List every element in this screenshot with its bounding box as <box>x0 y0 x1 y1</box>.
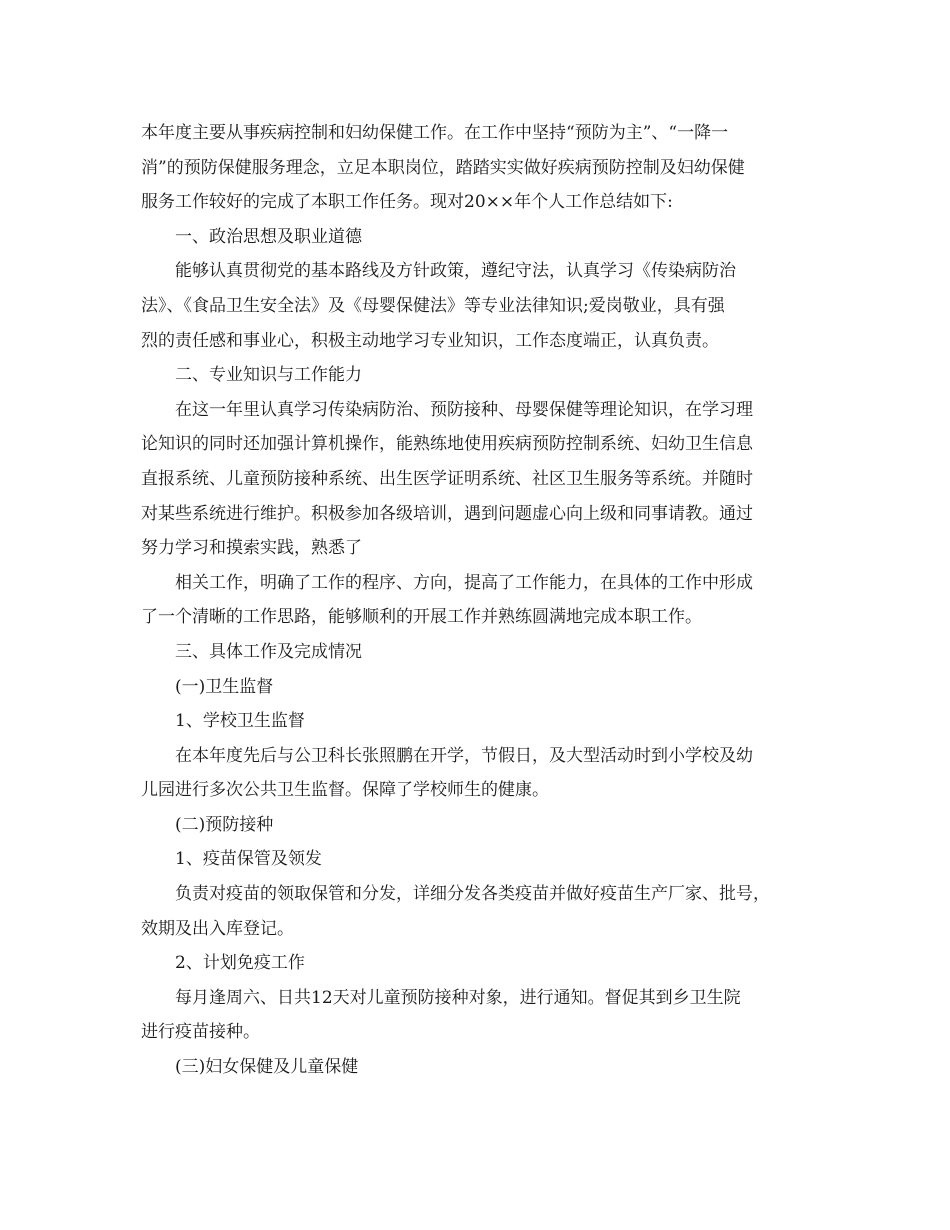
text-line: 每月逢周六、日共12天对儿童预防接种对象，进行通知。督促其到乡卫生院 <box>175 987 741 1008</box>
text-line: 负责对疫苗的领取保管和分发，详细分发各类疫苗并做好疫苗生产厂家、批号， <box>175 884 770 905</box>
text-line: 对某些系统进行维护。积极参加各级培训，遇到问题虚心向上级和同事请教。通过 <box>141 503 753 524</box>
text-line: 儿园进行多次公共卫生监督。保障了学校师生的健康。 <box>141 780 549 801</box>
text-line: 相关工作，明确了工作的程序、方向，提高了工作能力，在具体的工作中形成 <box>175 572 753 593</box>
text-line: 能够认真贯彻党的基本路线及方针政策，遵纪守法，认真学习《传染病防治 <box>175 261 736 282</box>
text-line: 努力学习和摸索实践，熟悉了 <box>141 538 362 559</box>
text-line: 一、政治思想及职业道德 <box>175 226 362 247</box>
text-line: 直报系统、儿童预防接种系统、出生医学证明系统、社区卫生服务等系统。并随时 <box>141 468 753 489</box>
text-line: 消”的预防保健服务理念，立足本职岗位，踏踏实实做好疾病预防控制及妇幼保健 <box>141 157 745 178</box>
text-line: 在本年度先后与公卫科长张照鹏在开学，节假日，及大型活动时到小学校及幼 <box>175 745 753 766</box>
text-line: 效期及出入库登记。 <box>141 918 294 939</box>
text-line: 本年度主要从事疾病控制和妇幼保健工作。在工作中坚持“预防为主”、“一降一 <box>141 123 729 143</box>
text-line: 1、学校卫生监督 <box>175 711 305 732</box>
document-body <box>141 116 821 1085</box>
text-line: 三、具体工作及完成情况 <box>175 641 362 662</box>
text-line: 2、计划免疫工作 <box>175 953 305 974</box>
text-line: 了一个清晰的工作思路，能够顺利的开展工作并熟练圆满地完成本职工作。 <box>141 607 702 628</box>
text-line: 烈的责任感和事业心，积极主动地学习专业知识，工作态度端正，认真负责。 <box>141 330 719 351</box>
text-line: 在这一年里认真学习传染病防治、预防接种、母婴保健等理论知识，在学习理 <box>175 399 753 420</box>
text-line: 进行疫苗接种。 <box>141 1022 260 1043</box>
text-line: (二)预防接种 <box>175 814 274 835</box>
text-line: (三)妇女保健及儿童保健 <box>175 1057 359 1078</box>
text-line: 1、疫苗保管及领发 <box>175 849 322 870</box>
text-line: (一)卫生监督 <box>175 676 274 697</box>
text-line: 服务工作较好的完成了本职工作任务。现对20××年个人工作总结如下: <box>141 192 673 213</box>
text-line: 二、专业知识与工作能力 <box>175 365 362 386</box>
text-line: 论知识的同时还加强计算机操作，能熟练地使用疾病预防控制系统、妇幼卫生信息 <box>141 434 753 455</box>
text-line: 法》、《食品卫生安全法》及《母婴保健法》等专业法律知识;爱岗敬业，具有强 <box>141 295 725 316</box>
